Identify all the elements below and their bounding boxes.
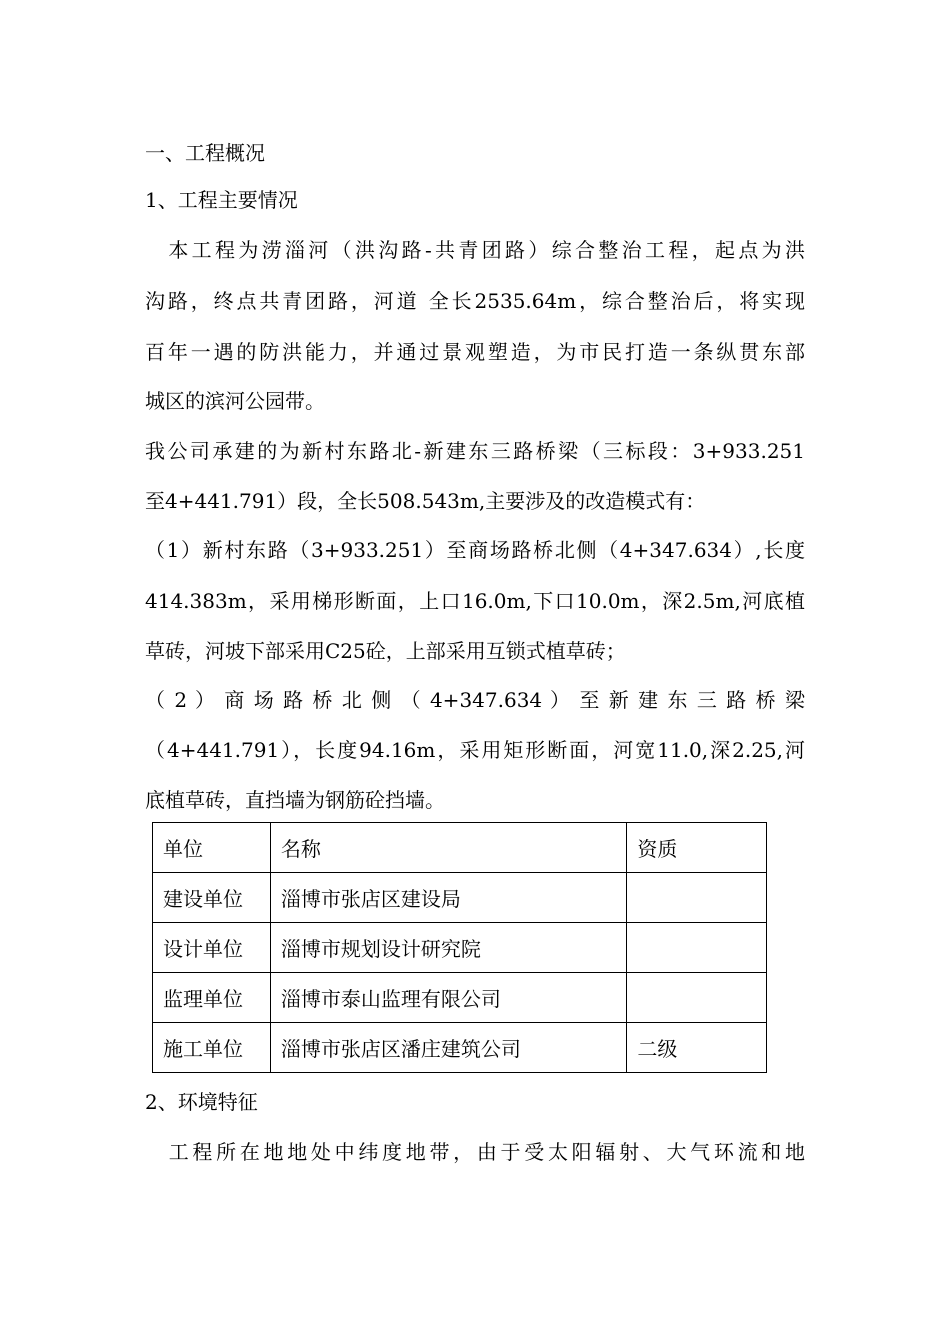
paragraph-1-line-1: 本工程为涝淄河（洪沟路-共青团路）综合整治工程，起点为洪 [145, 238, 805, 262]
item-2-line-3: 底植草砖，直挡墙为钢筋砼挡墙。 [145, 788, 445, 812]
table-row [153, 923, 767, 973]
table-header-cell: 名称 [270, 823, 627, 873]
table-cell: 设计单位 [153, 923, 271, 973]
item-1-line-3: 草砖，河坡下部采用C25砼，上部采用互锁式植草砖； [145, 639, 626, 663]
table-cell: 淄博市泰山监理有限公司 [270, 973, 627, 1023]
paragraph-3-line-1: 工程所在地地处中纬度地带，由于受太阳辐射、大气环流和地 [145, 1140, 805, 1164]
project-units-table [152, 822, 767, 1073]
paragraph-1-line-2: 沟路，终点共青团路，河道 全长2535.64m，综合整治后，将实现 [145, 289, 805, 313]
table-cell: 建设单位 [153, 873, 271, 923]
table-row [153, 973, 767, 1023]
section-title: 一、工程概况 [145, 141, 265, 165]
table-cell: 淄博市张店区建设局 [270, 873, 627, 923]
item-2-line-2: （4+441.791），长度94.16m，采用矩形断面，河宽11.0,深2.25,河 [145, 738, 805, 762]
table-cell: 淄博市规划设计研究院 [270, 923, 627, 973]
table-cell [627, 973, 767, 1023]
paragraph-2-line-1: 我公司承建的为新村东路北-新建东三路桥梁（三标段：3+933.251 [145, 439, 805, 463]
table-row [153, 1023, 767, 1073]
table-header-cell: 资质 [627, 823, 767, 873]
table-header-cell: 单位 [153, 823, 271, 873]
table-cell: 监理单位 [153, 973, 271, 1023]
table-cell [627, 923, 767, 973]
table-cell: 施工单位 [153, 1023, 271, 1073]
subsection-heading-1: 1、工程主要情况 [145, 188, 298, 212]
table-header-row [153, 823, 767, 873]
paragraph-2-line-2: 至4+441.791）段，全长508.543m,主要涉及的改造模式有： [145, 489, 706, 513]
item-1-line-2: 414.383m，采用梯形断面，上口16.0m,下口10.0m，深2.5m,河底植 [145, 589, 805, 613]
paragraph-1-line-3: 百年一遇的防洪能力，并通过景观塑造，为市民打造一条纵贯东部 [145, 340, 805, 364]
table-row [153, 873, 767, 923]
table-cell [627, 873, 767, 923]
paragraph-1-line-4: 城区的滨河公园带。 [145, 389, 325, 413]
subsection-heading-2: 2、环境特征 [145, 1090, 258, 1114]
table-cell: 淄博市张店区潘庄建筑公司 [270, 1023, 627, 1073]
item-2-line-1: （ 2 ） 商 场 路 桥 北 侧 （ 4+347.634 ） 至 新 建 东 三 路 桥 梁 [145, 688, 805, 712]
item-1-line-1: （1）新村东路（3+933.251）至商场路桥北侧（4+347.634）,长度 [145, 538, 805, 562]
table-cell: 二级 [627, 1023, 767, 1073]
